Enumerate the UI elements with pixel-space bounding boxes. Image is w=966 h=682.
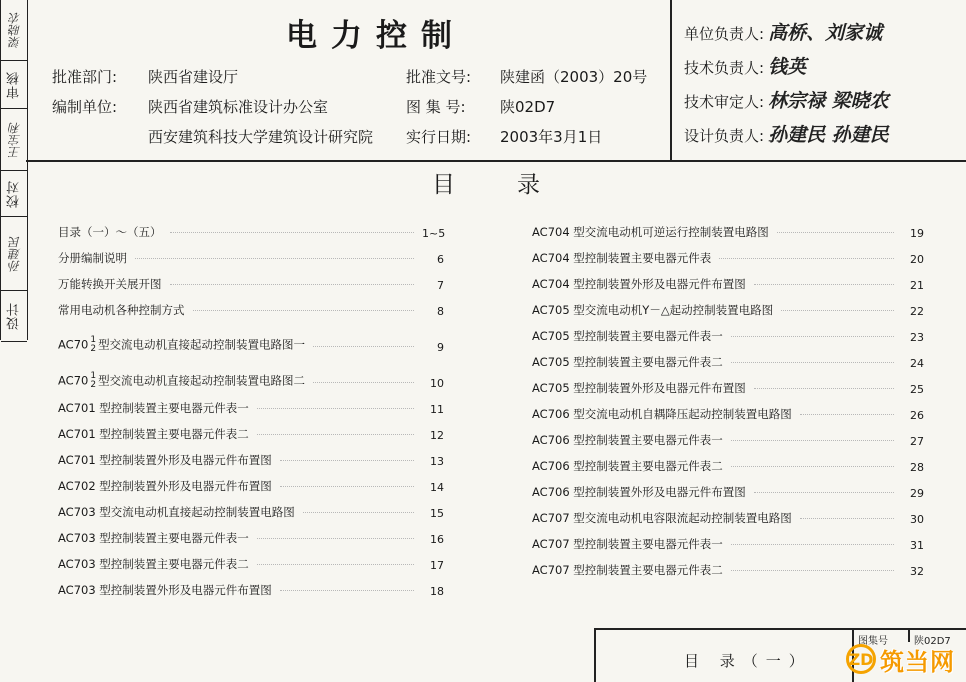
toc-entry-page: 15 bbox=[430, 507, 444, 520]
toc-entry-page: 22 bbox=[910, 305, 924, 318]
toc-entry-title: AC703 型交流电动机直接起动控制装置电路图 bbox=[58, 505, 295, 519]
toc-entry-page: 30 bbox=[910, 513, 924, 526]
logo-text: 筑当网 bbox=[880, 647, 955, 676]
toc-entry-page: 29 bbox=[910, 487, 924, 500]
toc-entry-title: AC704 型交流电动机可逆运行控制装置电路图 bbox=[532, 225, 769, 239]
checker-label: 校对 bbox=[6, 180, 22, 208]
unit-head-label: 单位负责人: bbox=[684, 25, 765, 43]
dot-leader bbox=[800, 518, 894, 519]
dot-leader bbox=[754, 388, 894, 389]
contents-right-column bbox=[532, 214, 924, 578]
toc-entry[interactable] bbox=[532, 422, 924, 448]
dot-leader bbox=[731, 570, 894, 571]
dot-leader bbox=[193, 310, 415, 311]
toc-entry-page: 31 bbox=[910, 539, 924, 552]
dot-leader bbox=[731, 466, 894, 467]
tech-head-label: 技术负责人: bbox=[684, 59, 765, 77]
dot-leader bbox=[280, 460, 414, 461]
toc-entry[interactable] bbox=[58, 214, 444, 240]
dot-leader bbox=[170, 284, 415, 285]
dot-leader bbox=[754, 492, 894, 493]
toc-entry-page: 20 bbox=[910, 253, 924, 266]
toc-entry[interactable] bbox=[532, 396, 924, 422]
toc-entry[interactable] bbox=[58, 416, 444, 442]
logo-icon: ZD bbox=[846, 644, 876, 674]
toc-entry-page: 1~5 bbox=[422, 227, 446, 240]
toc-entry-title: AC707 型控制装置主要电器元件表一 bbox=[532, 537, 723, 551]
toc-entry-title bbox=[58, 336, 305, 354]
toc-entry[interactable] bbox=[532, 344, 924, 370]
reviewer-label: 审核 bbox=[6, 71, 22, 99]
fraction bbox=[90, 336, 96, 354]
toc-entry-title: AC706 型控制装置主要电器元件表二 bbox=[532, 459, 723, 473]
dot-leader bbox=[135, 258, 414, 259]
toc-entry-page: 7 bbox=[437, 279, 444, 292]
contents-left-column bbox=[58, 214, 444, 598]
toc-entry[interactable] bbox=[532, 214, 924, 240]
toc-entry[interactable] bbox=[532, 370, 924, 396]
toc-entry[interactable] bbox=[58, 520, 444, 546]
toc-entry-title: AC702 型控制装置外形及电器元件布置图 bbox=[58, 479, 272, 493]
site-logo bbox=[846, 640, 964, 678]
dot-leader bbox=[777, 232, 894, 233]
design-head-row bbox=[684, 120, 889, 147]
toc-entry-page: 32 bbox=[910, 565, 924, 578]
toc-entry[interactable] bbox=[58, 266, 444, 292]
toc-entry[interactable] bbox=[58, 494, 444, 520]
toc-entry[interactable] bbox=[58, 292, 444, 318]
toc-entry-page: 8 bbox=[437, 305, 444, 318]
sheet-name: 目 录（一） bbox=[684, 652, 812, 670]
toc-entry-page: 11 bbox=[430, 403, 444, 416]
dot-leader bbox=[731, 544, 894, 545]
toc-entry-title: AC704 型控制装置外形及电器元件布置图 bbox=[532, 277, 746, 291]
toc-entry-page: 9 bbox=[437, 341, 444, 354]
toc-entry-title: AC706 型交流电动机自耦降压起动控制装置电路图 bbox=[532, 407, 792, 421]
dot-leader bbox=[257, 408, 414, 409]
toc-entry[interactable] bbox=[58, 468, 444, 494]
toc-entry[interactable] bbox=[58, 390, 444, 416]
effective-date-label: 实行日期: bbox=[406, 128, 472, 146]
toc-entry-title: AC707 型控制装置主要电器元件表二 bbox=[532, 563, 723, 577]
toc-entry-page: 10 bbox=[430, 377, 444, 390]
dot-leader bbox=[731, 336, 894, 337]
dot-leader bbox=[800, 414, 894, 415]
toc-entry-text: 型交流电动机直接起动控制装置电路图一 bbox=[98, 337, 306, 352]
fraction bbox=[90, 372, 96, 390]
toc-entry-page: 16 bbox=[430, 533, 444, 546]
toc-entry-title: AC703 型控制装置主要电器元件表一 bbox=[58, 531, 249, 545]
atlas-no-label: 图 集 号: bbox=[406, 98, 466, 116]
toc-entry-title: 万能转换开关展开图 bbox=[58, 277, 162, 291]
dot-leader bbox=[257, 564, 414, 565]
effective-date-value: 2003年3月1日 bbox=[500, 128, 603, 146]
dot-leader bbox=[313, 346, 414, 347]
toc-entry[interactable] bbox=[532, 552, 924, 578]
toc-entry-title: AC705 型控制装置主要电器元件表二 bbox=[532, 355, 723, 369]
tech-reviewer-label: 技术审定人: bbox=[684, 93, 765, 111]
design-head-label: 设计负责人: bbox=[684, 127, 765, 145]
fraction-bottom: 2 bbox=[90, 380, 97, 390]
toc-entry-text: 型交流电动机直接起动控制装置电路图二 bbox=[98, 373, 306, 388]
compiler-value-2: 西安建筑科技大学建筑设计研究院 bbox=[148, 128, 374, 146]
toc-entry[interactable] bbox=[58, 546, 444, 572]
approval-no-value: 陕建函（2003）20号 bbox=[500, 68, 648, 86]
approval-dept-value: 陕西省建设厅 bbox=[148, 68, 239, 86]
tech-reviewer-row bbox=[684, 86, 889, 113]
toc-entry[interactable] bbox=[532, 474, 924, 500]
strip-cell-checker bbox=[1, 170, 27, 217]
toc-entry-title: AC703 型控制装置外形及电器元件布置图 bbox=[58, 583, 272, 597]
toc-entry[interactable] bbox=[58, 240, 444, 266]
header-divider bbox=[670, 0, 672, 160]
toc-entry-title: AC704 型控制装置主要电器元件表 bbox=[532, 251, 712, 265]
handwritten-signature: 孙建民 孙建民 bbox=[768, 124, 889, 146]
dot-leader bbox=[280, 486, 414, 487]
signature-strip bbox=[0, 0, 28, 340]
toc-entry[interactable] bbox=[532, 318, 924, 344]
toc-entry[interactable] bbox=[532, 526, 924, 552]
toc-entry-code: AC70 bbox=[58, 373, 89, 388]
toc-entry[interactable] bbox=[532, 448, 924, 474]
tech-head-row bbox=[684, 52, 806, 79]
toc-entry[interactable] bbox=[532, 266, 924, 292]
fraction-bottom: 2 bbox=[90, 344, 97, 354]
toc-entry-page: 26 bbox=[910, 409, 924, 422]
toc-entry[interactable] bbox=[532, 292, 924, 318]
dot-leader bbox=[257, 538, 414, 539]
unit-head-row bbox=[684, 18, 882, 45]
strip-cell-sig-3 bbox=[1, 216, 27, 291]
toc-entry-title: AC705 型控制装置外形及电器元件布置图 bbox=[532, 381, 746, 395]
dot-leader bbox=[731, 440, 894, 441]
handwritten-signature: 梁晓农 bbox=[7, 12, 22, 48]
toc-entry-title: AC706 型控制装置主要电器元件表一 bbox=[532, 433, 723, 447]
compiler-value-1: 陕西省建筑标准设计办公室 bbox=[148, 98, 329, 116]
dot-leader bbox=[313, 382, 414, 383]
toc-entry-code: AC70 bbox=[58, 337, 89, 352]
toc-entry-title: 常用电动机各种控制方式 bbox=[58, 303, 185, 317]
toc-entry-title: AC701 型控制装置外形及电器元件布置图 bbox=[58, 453, 272, 467]
dot-leader bbox=[280, 590, 414, 591]
toc-entry-title: 分册编制说明 bbox=[58, 251, 127, 265]
toc-entry-title: 目录（一）～（五） bbox=[58, 225, 162, 239]
toc-entry[interactable] bbox=[58, 354, 444, 390]
handwritten-signature: 孙建民 bbox=[7, 236, 22, 272]
toc-entry-title: AC701 型控制装置主要电器元件表一 bbox=[58, 401, 249, 415]
toc-entry[interactable] bbox=[58, 442, 444, 468]
toc-entry-page: 28 bbox=[910, 461, 924, 474]
dot-leader bbox=[257, 434, 414, 435]
toc-entry-page: 19 bbox=[910, 227, 924, 240]
approval-no-label: 批准文号: bbox=[406, 68, 472, 86]
dot-leader bbox=[303, 512, 414, 513]
toc-entry-page: 18 bbox=[430, 585, 444, 598]
toc-entry-page: 23 bbox=[910, 331, 924, 344]
toc-entry-page: 17 bbox=[430, 559, 444, 572]
dot-leader bbox=[781, 310, 894, 311]
toc-entry-title: AC703 型控制装置主要电器元件表二 bbox=[58, 557, 249, 571]
toc-entry-page: 13 bbox=[430, 455, 444, 468]
toc-entry-title: AC705 型控制装置主要电器元件表一 bbox=[532, 329, 723, 343]
contents-heading: 目录 bbox=[432, 172, 602, 198]
handwritten-signature: 林宗禄 梁晓农 bbox=[768, 90, 889, 112]
fraction-top: 1 bbox=[90, 335, 97, 345]
page-title: 电力控制 bbox=[286, 18, 466, 54]
strip-cell-reviewer bbox=[1, 60, 27, 109]
toc-entry-page: 12 bbox=[430, 429, 444, 442]
atlas-no-value: 陕02D7 bbox=[500, 98, 556, 116]
toc-entry-page: 25 bbox=[910, 383, 924, 396]
toc-entry-page: 21 bbox=[910, 279, 924, 292]
strip-cell-sig-2 bbox=[1, 108, 27, 171]
toc-entry[interactable] bbox=[58, 318, 444, 354]
dot-leader bbox=[754, 284, 894, 285]
toc-entry-title bbox=[58, 372, 305, 390]
designer-label: 设计 bbox=[6, 302, 22, 330]
toc-entry-title: AC701 型控制装置主要电器元件表二 bbox=[58, 427, 249, 441]
strip-cell-designer bbox=[1, 290, 27, 342]
toc-entry-title: AC705 型交流电动机Y－△起动控制装置电路图 bbox=[532, 303, 774, 317]
toc-entry-title: AC706 型控制装置外形及电器元件布置图 bbox=[532, 485, 746, 499]
dot-leader bbox=[731, 362, 894, 363]
handwritten-signature: 高桥、刘家诚 bbox=[768, 22, 883, 44]
strip-cell-sig-1 bbox=[1, 0, 27, 60]
toc-entry[interactable] bbox=[58, 572, 444, 598]
toc-entry-page: 24 bbox=[910, 357, 924, 370]
toc-entry-page: 27 bbox=[910, 435, 924, 448]
handwritten-signature: 王宝利 bbox=[7, 122, 22, 158]
toc-entry[interactable] bbox=[532, 240, 924, 266]
fraction-top: 1 bbox=[90, 371, 97, 381]
atlas-code: 陕02D7 bbox=[914, 636, 951, 647]
toc-entry[interactable] bbox=[532, 500, 924, 526]
handwritten-signature: 钱英 bbox=[768, 56, 807, 78]
toc-entry-title: AC707 型交流电动机电容限流起动控制装置电路图 bbox=[532, 511, 792, 525]
dot-leader bbox=[170, 232, 415, 233]
toc-entry-page: 14 bbox=[430, 481, 444, 494]
compiler-label: 编制单位: bbox=[52, 98, 118, 116]
dot-leader bbox=[719, 258, 894, 259]
approval-dept-label: 批准部门: bbox=[52, 68, 118, 86]
header-block bbox=[26, 0, 966, 162]
toc-entry-page: 6 bbox=[437, 253, 444, 266]
atlas-label: 图集号 bbox=[858, 636, 888, 647]
